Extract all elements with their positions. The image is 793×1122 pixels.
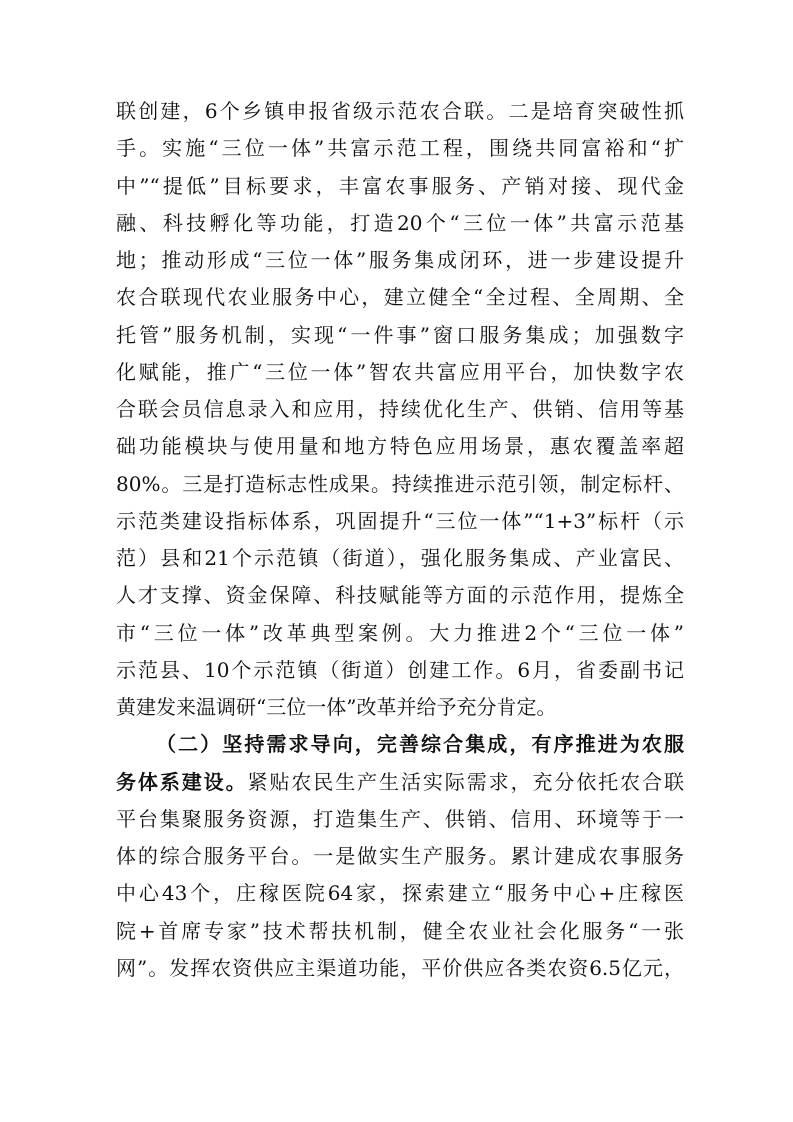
paragraph-text: 紧贴农民生产生活实际需求，充分依托农合联	[247, 769, 684, 794]
text-line: 示范县、10个示范镇（街道）创建工作。6月，省委副书记	[116, 657, 684, 682]
text-line: 融、科技孵化等功能，打造20个“三位一体”共富示范基	[116, 210, 684, 235]
text-line: 人才支撑、资金保障、科技赋能等方面的示范作用，提炼全	[116, 583, 684, 608]
text-line: 托管”服务机制，实现“一件事”窗口服务集成；加强数字	[116, 322, 684, 347]
text-line: 示范类建设指标体系，巩固提升“三位一体”“1+3”标杆（示	[116, 508, 684, 533]
text-line: 础功能模块与使用量和地方特色应用场景，惠农覆盖率超	[116, 434, 684, 459]
text-line: 化赋能，推广“三位一体”智农共富应用平台，加快数字农	[116, 359, 684, 384]
text-line: 体的综合服务平台。一是做实生产服务。累计建成农事服务	[116, 844, 684, 868]
text-line: 农合联现代农业服务中心，建立健全“全过程、全周期、全	[116, 285, 684, 310]
text-line: 院+首席专家”技术帮扶机制，健全农业社会化服务“一张	[116, 918, 684, 943]
text-line: 市“三位一体”改革典型案例。大力推进2个“三位一体”	[116, 620, 684, 645]
section-heading: （二）坚持需求导向，完善综合集成，有序推进为农服	[156, 732, 684, 757]
text-line: 合联会员信息录入和应用，持续优化生产、供销、信用等基	[116, 397, 684, 421]
text-line: 80%。三是打造标志性成果。持续推进示范引领，制定标杆、	[116, 471, 684, 496]
text-line: 手。实施“三位一体”共富示范工程，围绕共同富裕和“扩	[116, 136, 684, 161]
text-line: 中”“提低”目标要求，丰富农事服务、产销对接、现代金	[116, 173, 684, 198]
text-line: 网”。发挥农资供应主渠道功能，平价供应各类农资6.5亿元，	[116, 955, 684, 980]
text-line: 平台集聚服务资源，打造集生产、供销、信用、环境等于一	[116, 806, 684, 831]
section-heading-tail: 务体系建设。	[116, 769, 248, 794]
text-line: 中心43个，庄稼医院64家，探索建立“服务中心+庄稼医	[116, 881, 684, 906]
section-heading-line	[116, 726, 684, 763]
text-line	[116, 764, 684, 801]
text-line: 联创建，6个乡镇申报省级示范农合联。二是培育突破性抓	[116, 99, 684, 123]
text-line: 范）县和21个示范镇（街道），强化服务集成、产业富民、	[116, 546, 684, 570]
text-line-paragraph-end: 黄建发来温调研“三位一体”改革并给予充分肯定。	[116, 695, 557, 719]
text-line: 地；推动形成“三位一体”服务集成闭环，进一步建设提升	[116, 248, 684, 272]
document-body	[116, 93, 684, 987]
